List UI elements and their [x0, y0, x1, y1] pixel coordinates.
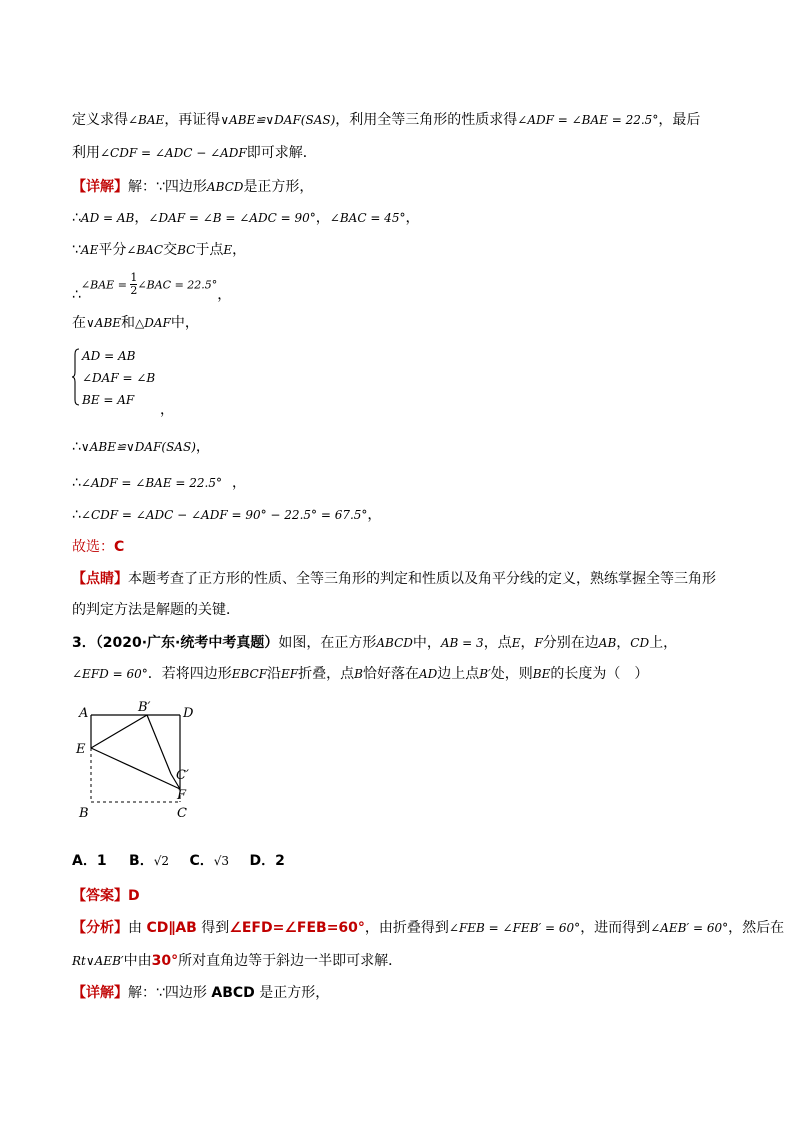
answer-options — [72, 851, 285, 871]
question-3-line-2: ∠EFD = 60°．若将四边形EBCF沿EF折叠，点B恰好落在AD边上点B′处，则BE的长度为（ ） — [72, 666, 649, 682]
label-a: A — [79, 706, 89, 721]
answer-choice-line: 故选：C — [72, 539, 125, 555]
analysis-line-2: 利用∠CDF = ∠ADC − ∠ADF即可求解． — [72, 145, 317, 161]
system-brace — [72, 348, 80, 406]
segment-ef — [91, 748, 180, 789]
comment-line-2: 的判定方法是解题的关键． — [72, 602, 240, 618]
analysis-q3-line-1: 【分析】由 CD∥AB 得到∠EFD=∠FEB=60°，由折叠得到∠FEB = ∠FEB′ = 60°，进而得到∠AEB′ = 60°，然后在 — [72, 920, 785, 936]
option-c-value: √3 — [213, 854, 229, 868]
square-fold-figure — [70, 695, 220, 825]
detail-line-adf: ∴∠ADF = ∠BAE = 22.5° ， — [72, 475, 246, 491]
segment-b-prime-c-prime — [147, 715, 171, 774]
detail-line-angle-bae: ∴∠BAE = $\frac{1}{2}$ ∠BAC = 22.5°， — [72, 271, 232, 303]
system-trailing-comma: ， — [160, 402, 174, 418]
detail-line-cdf: ∴∠CDF = ∠ADC − ∠ADF = 90° − 22.5° = 67.5°， — [72, 507, 382, 523]
option-b-value: √2 — [153, 854, 169, 868]
equation-system — [82, 345, 155, 411]
detail-line-bisector: ∵AE平分∠BAC交BC于点E， — [72, 242, 247, 258]
analysis-line-1: 定义求得∠BAE，再证得∨ABE≌∨DAF(SAS)，利用全等三角形的性质求得∠ADF = ∠BAE = 22.5°，最后 — [72, 112, 701, 128]
detail-line-in-triangles: 在∨ABE和△DAF中， — [72, 315, 199, 331]
detail-line-square-props: ∴AD = AB，∠DAF = ∠B = ∠ADC = 90°，∠BAC = 45°， — [72, 210, 420, 226]
label-b: B — [79, 806, 89, 821]
option-c-label: C． — [189, 853, 214, 869]
option-d: D．2 — [249, 853, 285, 869]
option-a: A．1 — [72, 853, 107, 869]
question-3-line-1: 3．（2020·广东·统考中考真题）如图，在正方形ABCD中，AB = 3，点E，F分别在边AB，CD上， — [72, 635, 678, 651]
system-eq-3: BE = AF — [82, 393, 135, 407]
label-d: D — [183, 706, 194, 721]
comment-line-1: 【点睛】本题考查了正方形的性质、全等三角形的判定和性质以及角平分线的定义，熟练掌握全等三角形 — [72, 571, 716, 587]
detail-line-congruent: ∴∨ABE≌∨DAF(SAS)， — [72, 439, 210, 455]
label-f: F — [177, 788, 187, 803]
system-eq-1: AD = AB — [82, 349, 136, 363]
option-b-label: B． — [129, 853, 154, 869]
label-e: E — [76, 742, 86, 757]
label-b-prime: B′ — [138, 700, 151, 715]
system-eq-2: ∠DAF = ∠B — [82, 371, 156, 385]
analysis-q3-line-2: Rt∨AEB′中由30°所对直角边等于斜边一半即可求解． — [72, 953, 403, 969]
label-c: C — [177, 806, 187, 821]
label-c-prime: C′ — [176, 768, 189, 783]
segment-eb-prime — [91, 715, 147, 748]
detail-heading-line: 【详解】解：∵四边形ABCD是正方形， — [72, 179, 314, 195]
answer-line: 【答案】D — [72, 888, 140, 904]
fraction-one-half: $\frac{1}{2}$ — [130, 271, 138, 297]
detail-q3-line-1: 【详解】解：∵四边形 ABCD 是正方形， — [72, 985, 330, 1001]
